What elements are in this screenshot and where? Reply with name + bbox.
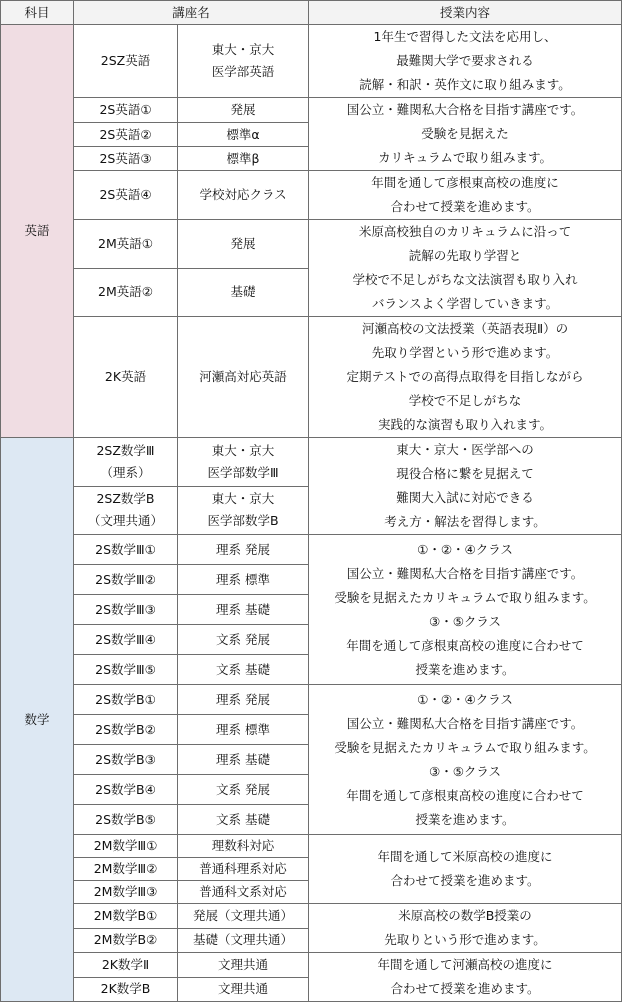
description-line: 国公立・難関私大合格を目指す講座です。 xyxy=(346,102,584,117)
table-row xyxy=(1,98,622,123)
course-level-line: 東大・京大 xyxy=(211,42,275,57)
course-name: 2M数学Ⅲ② xyxy=(74,858,178,881)
course-description xyxy=(309,685,622,835)
course-level xyxy=(178,486,309,535)
description-line: 先取り学習という形で進めます。 xyxy=(371,345,559,360)
description-line: ③・⑤クラス xyxy=(428,613,502,629)
description-line: 米原高校の数学B授業の xyxy=(398,908,532,923)
description-line: 難関大入試に対応できる xyxy=(396,490,534,505)
description-line: 読解の先取り学習と xyxy=(408,248,522,263)
course-level: 文系 基礎 xyxy=(178,805,309,835)
course-level-line: 東大・京大 xyxy=(211,442,275,458)
description-line: ③・⑤クラス xyxy=(428,763,502,779)
course-name: 2M数学B① xyxy=(74,904,178,929)
course-name xyxy=(74,438,178,487)
course-description xyxy=(309,904,622,953)
description-line: 年間を通して彦根東高校の進度に xyxy=(371,175,559,190)
course-name: 2M英語① xyxy=(74,220,178,269)
description-line: 最難関大学で要求される xyxy=(396,53,534,68)
subject-english: 英語 xyxy=(1,25,74,438)
description-line: 年間を通して彦根東高校の進度に合わせて xyxy=(346,637,584,653)
description-line: 授業を進めます。 xyxy=(415,811,515,827)
course-name: 2S数学B② xyxy=(74,715,178,745)
course-name: 2M数学Ⅲ③ xyxy=(74,881,178,904)
course-name: 2S数学Ⅲ① xyxy=(74,535,178,565)
course-description xyxy=(309,953,622,1002)
course-level: 普通科文系対応 xyxy=(178,881,309,904)
description-line: 米原高校独自のカリキュラムに沿って xyxy=(358,224,572,239)
table-row xyxy=(1,25,622,98)
course-level xyxy=(178,25,309,98)
description-line: 考え方・解法を習得します。 xyxy=(384,514,546,529)
description-line: 学校で不足しがちな文法演習も取り入れ xyxy=(352,272,578,287)
table-row xyxy=(1,220,622,269)
description-line: 学校で不足しがちな xyxy=(408,393,522,408)
description-line: 授業を進めます。 xyxy=(415,661,515,677)
course-level: 基礎 xyxy=(178,268,309,317)
course-level: 文理共通 xyxy=(178,977,309,1002)
course-level: 学校対応クラス xyxy=(178,171,309,220)
table-row xyxy=(1,835,622,858)
course-level: 標準α xyxy=(178,123,309,147)
course-name: 2S数学Ⅲ⑤ xyxy=(74,655,178,685)
table-row xyxy=(1,953,622,978)
description-line: ①・②・④クラス xyxy=(417,541,513,557)
course-level-line: 医学部英語 xyxy=(211,64,275,79)
course-description xyxy=(309,171,622,220)
course-name: 2M英語② xyxy=(74,268,178,317)
course-name: 2S英語② xyxy=(74,123,178,147)
course-level-line: 医学部数学B xyxy=(207,513,279,529)
table-row xyxy=(1,535,622,565)
description-line: バランスよく学習していきます。 xyxy=(371,296,559,311)
course-description xyxy=(309,438,622,535)
course-level: 理系 基礎 xyxy=(178,595,309,625)
course-name-line: （文理共通） xyxy=(87,513,163,529)
course-level: 文系 基礎 xyxy=(178,655,309,685)
course-level: 発展（文理共通） xyxy=(178,904,309,929)
description-line: 現役合格に繋を見据えて xyxy=(396,466,534,481)
description-line: 河瀬高校の文法授業（英語表現Ⅱ）の xyxy=(361,321,569,336)
description-line: 1年生で習得した文法を応用し、 xyxy=(373,29,557,44)
header-subject: 科目 xyxy=(1,1,74,25)
description-line: 国公立・難関私大合格を目指す講座です。 xyxy=(346,715,584,731)
course-name: 2M数学Ⅲ① xyxy=(74,835,178,858)
course-description xyxy=(309,98,622,171)
course-level: 標準β xyxy=(178,147,309,171)
course-level: 理数科対応 xyxy=(178,835,309,858)
course-level: 理系 標準 xyxy=(178,715,309,745)
header-content: 授業内容 xyxy=(309,1,622,25)
course-level: 発展 xyxy=(178,98,309,123)
course-level-line: 東大・京大 xyxy=(211,491,275,507)
course-name: 2S数学B③ xyxy=(74,745,178,775)
table-row xyxy=(1,171,622,220)
course-level: 普通科理系対応 xyxy=(178,858,309,881)
course-name: 2SZ英語 xyxy=(74,25,178,98)
course-description xyxy=(309,535,622,685)
course-name: 2S数学B① xyxy=(74,685,178,715)
course-level: 理系 標準 xyxy=(178,565,309,595)
course-level: 文理共通 xyxy=(178,953,309,978)
course-name: 2S英語① xyxy=(74,98,178,123)
header-course: 講座名 xyxy=(74,1,309,25)
course-name: 2S数学B④ xyxy=(74,775,178,805)
course-name: 2S数学B⑤ xyxy=(74,805,178,835)
table-row xyxy=(1,685,622,715)
course-description xyxy=(309,835,622,904)
description-line: 先取りという形で進めます。 xyxy=(384,932,546,947)
course-name-line: 2SZ数学B xyxy=(96,491,155,507)
course-level: 理系 発展 xyxy=(178,685,309,715)
description-line: 合わせて授業を進めます。 xyxy=(390,873,540,888)
course-description xyxy=(309,220,622,317)
course-level-line: 医学部数学Ⅲ xyxy=(207,464,279,480)
course-level: 発展 xyxy=(178,220,309,269)
description-line: 定期テストでの高得点取得を目指しながら xyxy=(346,369,584,384)
description-line: ①・②・④クラス xyxy=(417,691,513,707)
course-level: 理系 基礎 xyxy=(178,745,309,775)
table-row xyxy=(1,438,622,487)
course-name xyxy=(74,486,178,535)
description-line: 受験を見据えたカリキュラムで取り組みます。 xyxy=(334,589,596,605)
course-name: 2S数学Ⅲ④ xyxy=(74,625,178,655)
course-name: 2K数学B xyxy=(74,977,178,1002)
course-name: 2K数学Ⅱ xyxy=(74,953,178,978)
description-line: 受験を見据えた xyxy=(421,126,509,141)
course-level: 文系 発展 xyxy=(178,625,309,655)
header-row xyxy=(1,1,622,25)
description-line: 合わせて授業を進めます。 xyxy=(390,981,540,996)
table-row xyxy=(1,904,622,929)
course-name-line: 2SZ数学Ⅲ xyxy=(96,442,155,458)
description-line: カリキュラムで取り組みます。 xyxy=(378,150,552,165)
course-name: 2K英語 xyxy=(74,317,178,438)
description-line: 実践的な演習も取り入れます。 xyxy=(378,417,553,432)
course-level xyxy=(178,438,309,487)
course-name: 2S英語④ xyxy=(74,171,178,220)
description-line: 読解・和訳・英作文に取り組みます。 xyxy=(359,77,571,92)
course-level: 文系 発展 xyxy=(178,775,309,805)
course-level: 理系 発展 xyxy=(178,535,309,565)
course-description xyxy=(309,25,622,98)
course-description xyxy=(309,317,622,438)
description-line: 東大・京大・医学部への xyxy=(396,442,534,457)
description-line: 年間を通して米原高校の進度に xyxy=(377,849,553,864)
course-name: 2S英語③ xyxy=(74,147,178,171)
course-level: 河瀬高対応英語 xyxy=(178,317,309,438)
description-line: 年間を通して河瀬高校の進度に xyxy=(377,957,553,972)
course-name: 2S数学Ⅲ③ xyxy=(74,595,178,625)
description-line: 国公立・難関私大合格を目指す講座です。 xyxy=(346,565,584,581)
description-line: 受験を見据えたカリキュラムで取り組みます。 xyxy=(334,739,596,755)
course-name: 2M数学B② xyxy=(74,928,178,953)
description-line: 年間を通して彦根東高校の進度に合わせて xyxy=(346,787,584,803)
subject-math: 数学 xyxy=(1,438,74,1002)
description-line: 合わせて授業を進めます。 xyxy=(390,199,540,214)
course-name-line: （理系） xyxy=(100,464,151,480)
course-level: 基礎（文理共通） xyxy=(178,928,309,953)
course-name: 2S数学Ⅲ② xyxy=(74,565,178,595)
